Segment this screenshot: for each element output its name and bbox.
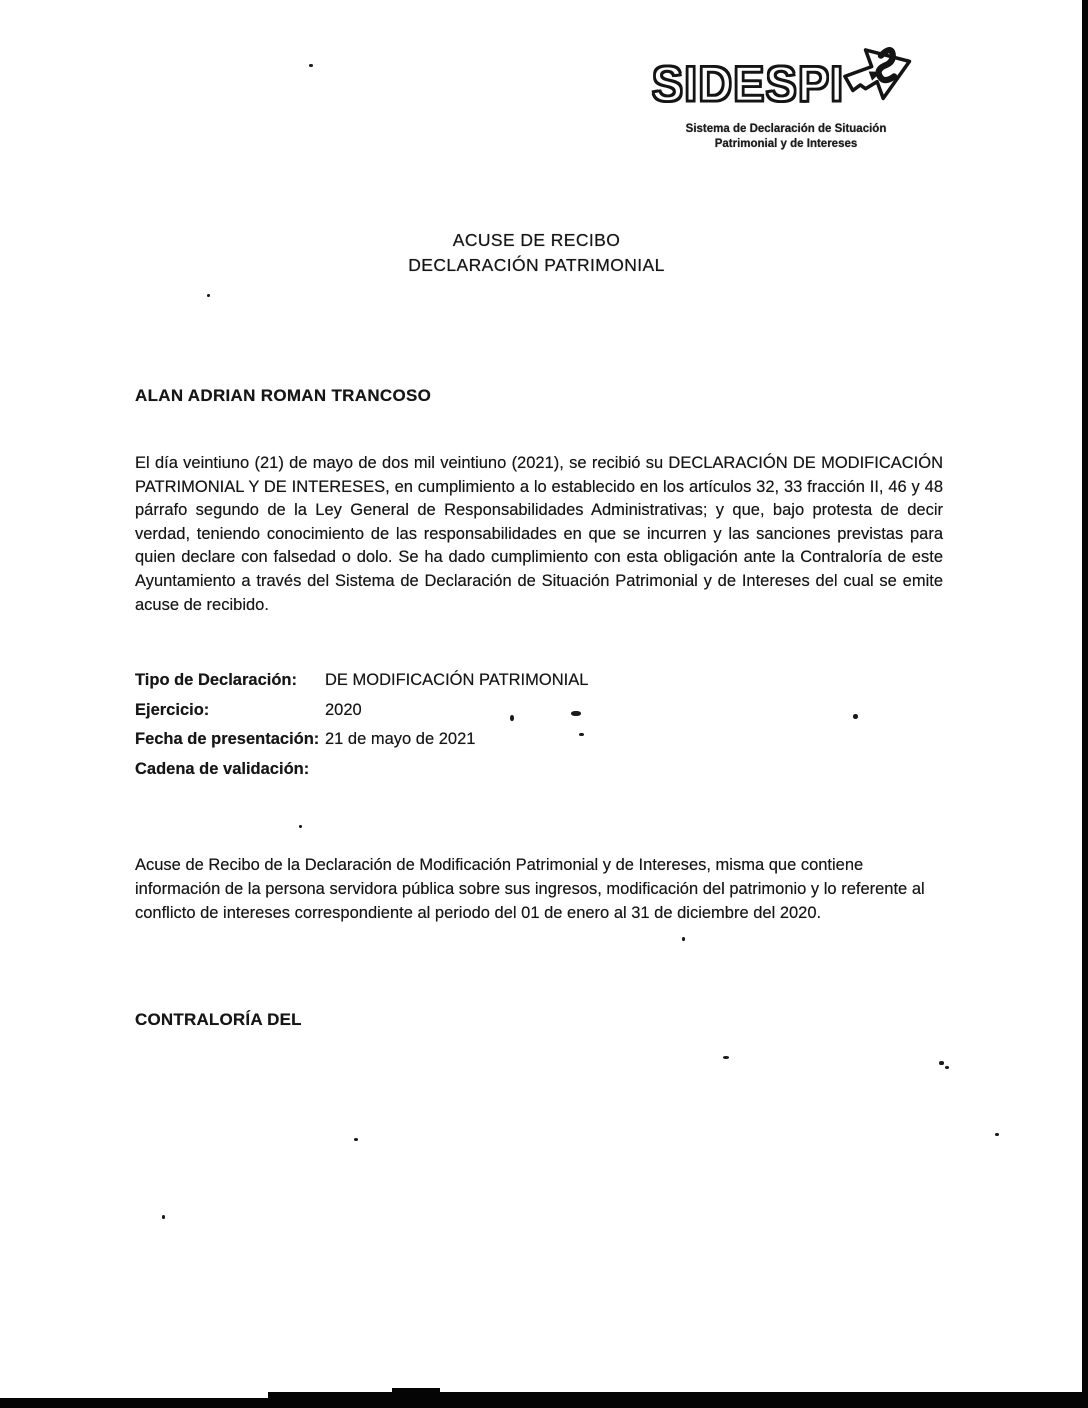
body-paragraph-1: El día veintiuno (21) de mayo de dos mil veintiuno (2021), se recibió su DECLARACIÓN DE MODIFICACIÓN PATRIMONIAL Y DE INTERESES, en cumplimiento a lo establecido en los artículos 32, 33 fracción II, 46 y 48 párrafo segundo de la Ley General de Responsabilidades Administrativas; y que, bajo protesta de decir verdad, teniendo conocimiento de las responsabilidades en que se incurren y las sanciones previstas para quien declare con falsedad o dolo. Se ha dado cumplimiento con esta obligación ante la Contraloría de este Ayuntamiento a través del Sistema de Declaración de Situación Patrimonial y de Intereses del cual se emite acuse de recibido. — [135, 454, 943, 614]
scan-speck — [945, 1066, 949, 1069]
signature-line: CONTRALORÍA DEL — [135, 1010, 302, 1029]
field-label: Fecha de presentación: — [135, 730, 320, 748]
scan-speck — [723, 1056, 729, 1059]
scan-speck — [571, 711, 581, 716]
field-row-ejercicio — [135, 696, 835, 726]
document-title — [0, 228, 1073, 277]
field-label: Ejercicio: — [135, 700, 210, 719]
field-row-cadena-validacion — [135, 755, 835, 785]
field-row-tipo-declaracion — [135, 666, 835, 696]
scan-speck — [207, 294, 210, 297]
field-row-fecha-presentacion — [135, 725, 835, 755]
scan-edge-right — [1082, 0, 1088, 1408]
scan-speck — [162, 1215, 165, 1219]
declaration-fields — [135, 666, 835, 784]
scan-speck — [299, 825, 302, 828]
scan-speck — [510, 715, 514, 721]
scan-speck — [939, 1061, 944, 1065]
scan-edge-bottom — [392, 1388, 440, 1394]
scan-speck — [354, 1138, 358, 1141]
field-value: 2020 — [325, 700, 362, 719]
sidespi-logo-word: SIDESPI — [651, 55, 845, 112]
scan-speck — [579, 733, 584, 736]
field-label: Cadena de validación: — [135, 759, 310, 778]
document-title-line1: ACUSE DE RECIBO — [452, 230, 621, 250]
scan-edge-bottom — [268, 1392, 1088, 1400]
logo-tagline-line1: Sistema de Declaración de Situación — [685, 123, 887, 135]
logo-tagline-line2: Patrimonial y de Intereses — [714, 137, 858, 150]
field-value: DE MODIFICACIÓN PATRIMONIAL — [325, 671, 589, 689]
sidespi-logo — [651, 46, 912, 151]
field-value: 21 de mayo de 2021 — [325, 730, 476, 748]
body-paragraph-2: Acuse de Recibo de la Declaración de Modificación Patrimonial y de Intereses, misma que contiene información de la persona servidora pública sobre sus ingresos, modificación del patrimonio y lo referente al conflicto de intereses correspondiente al periodo del 01 de enero al 31 de diciembre del 2020. — [135, 856, 925, 922]
scan-speck — [309, 64, 313, 67]
field-label: Tipo de Declaración: — [135, 671, 297, 689]
field-value — [325, 755, 835, 785]
scan-speck — [682, 937, 685, 941]
arrow-right-icon — [840, 32, 920, 121]
scan-speck — [853, 714, 858, 719]
scan-speck — [995, 1133, 999, 1136]
recipient-name: ALAN ADRIAN ROMAN TRANCOSO — [135, 386, 432, 405]
document-title-line2: DECLARACIÓN PATRIMONIAL — [408, 254, 665, 275]
